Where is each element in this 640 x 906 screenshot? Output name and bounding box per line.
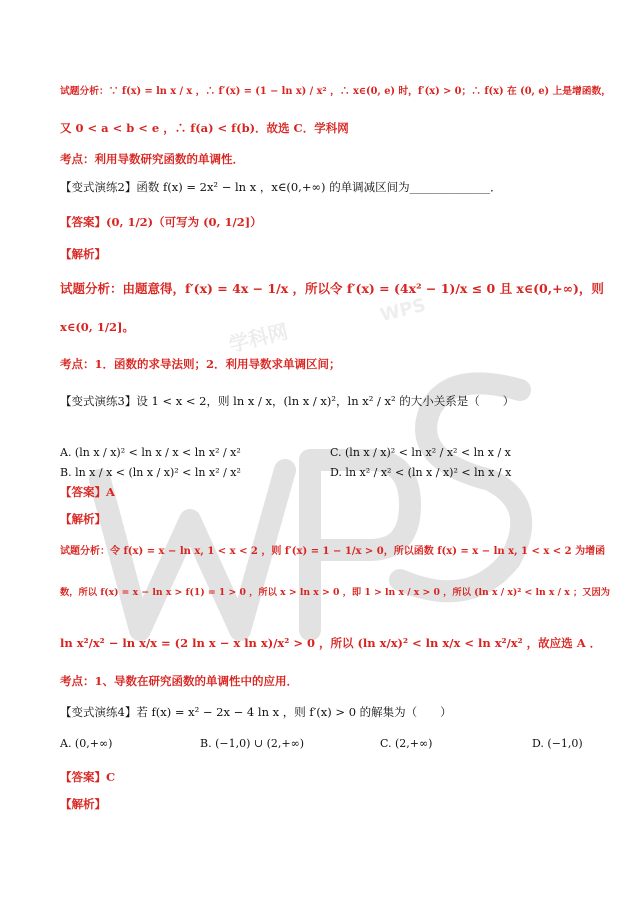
exercise-3-analysis-label: 【解析】 <box>60 512 106 526</box>
exercise-3-analysis-line-3: ln x²/x² − ln x/x = (2 ln x − x ln x)/x² > 0 ，所以 (ln x/x)² < ln x/x < ln x²/x² ，故应选 A ． <box>60 636 602 650</box>
exercise-3-option-d: D. ln x² / x² < (ln x / x)² < ln x / x <box>330 466 512 479</box>
exercise-4-option-c: C. (2,+∞) <box>380 737 433 750</box>
watermark-logo-text: WPS <box>378 294 428 327</box>
exercise-3-option-b: B. ln x / x < (ln x / x)² < ln x² / x² <box>60 466 241 479</box>
exercise-2-analysis-line-2: x∈(0, 1/2]。 <box>60 320 134 334</box>
analysis-line-2: 又 0 < a < b < e ，∴ f(a) < f(b)．故选 C．学科网 <box>60 121 349 135</box>
exercise-4-question: 【变式演练4】若 f(x) = x² − 2x − 4 ln x ，则 f′(x) > 0 的解集为（ ） <box>60 705 452 719</box>
exercise-4-option-b: B. (−1,0) ∪ (2,+∞) <box>200 737 305 750</box>
analysis-line-1: 试题分析：∵ f(x) = ln x / x ，∴ f′(x) = (1 − ln x) / x² ，∴ x∈(0, e) 时，f′(x) > 0；∴ f(x) 在 (0, e) 上是增函数， <box>60 86 612 97</box>
exercise-3-question: 【变式演练3】设 1 < x < 2，则 ln x / x，(ln x / x)²，ln x² / x² 的大小关系是（ ） <box>60 394 515 408</box>
exercise-4-analysis-label: 【解析】 <box>60 797 106 811</box>
knowledge-point-3: 考点：1、导数在研究函数的单调性中的应用． <box>60 674 298 688</box>
exercise-2-question: 【变式演练2】函数 f(x) = 2x² − ln x ，x∈(0,+∞) 的单调减区间为______________． <box>60 180 502 194</box>
exercise-2-analysis-label: 【解析】 <box>60 247 106 261</box>
exercise-3-analysis-line-1: 试题分析：令 f(x) = x − ln x, 1 < x < 2 ，则 f′(x) = 1 − 1/x > 0，所以函数 f(x) = x − ln x, 1 < x < 2 为增函 <box>60 546 606 557</box>
knowledge-point-2: 考点：1．函数的求导法则；2．利用导数求单调区间； <box>60 357 341 371</box>
exercise-2-answer: 【答案】(0, 1/2)（可写为 (0, 1/2]） <box>60 215 262 229</box>
exercise-4-option-d: D. (−1,0) <box>532 737 583 750</box>
exercise-2-analysis-line-1: 试题分析：由题意得，f′(x) = 4x − 1/x ，所以令 f′(x) = (4x² − 1)/x ≤ 0 且 x∈(0,+∞)，则 <box>60 281 604 296</box>
exercise-4-answer: 【答案】C <box>60 770 116 784</box>
exercise-4-option-a: A. (0,+∞) <box>60 737 113 750</box>
exercise-3-option-a: A. (ln x / x)² < ln x / x < ln x² / x² <box>60 446 241 459</box>
exercise-3-option-c: C. (ln x / x)² < ln x² / x² < ln x / x <box>330 446 511 459</box>
watermark-site-logo: 学科网 <box>226 319 291 357</box>
exercise-3-analysis-line-2: 数，所以 f(x) = x − ln x > f(1) = 1 > 0 ，所以 x > ln x > 0 ，即 1 > ln x / x > 0 ，所以 (ln x / x)² < ln x / x ；又因为 <box>60 587 610 598</box>
knowledge-point-1: 考点：利用导数研究函数的单调性． <box>60 152 244 166</box>
exercise-3-answer: 【答案】A <box>60 485 115 499</box>
